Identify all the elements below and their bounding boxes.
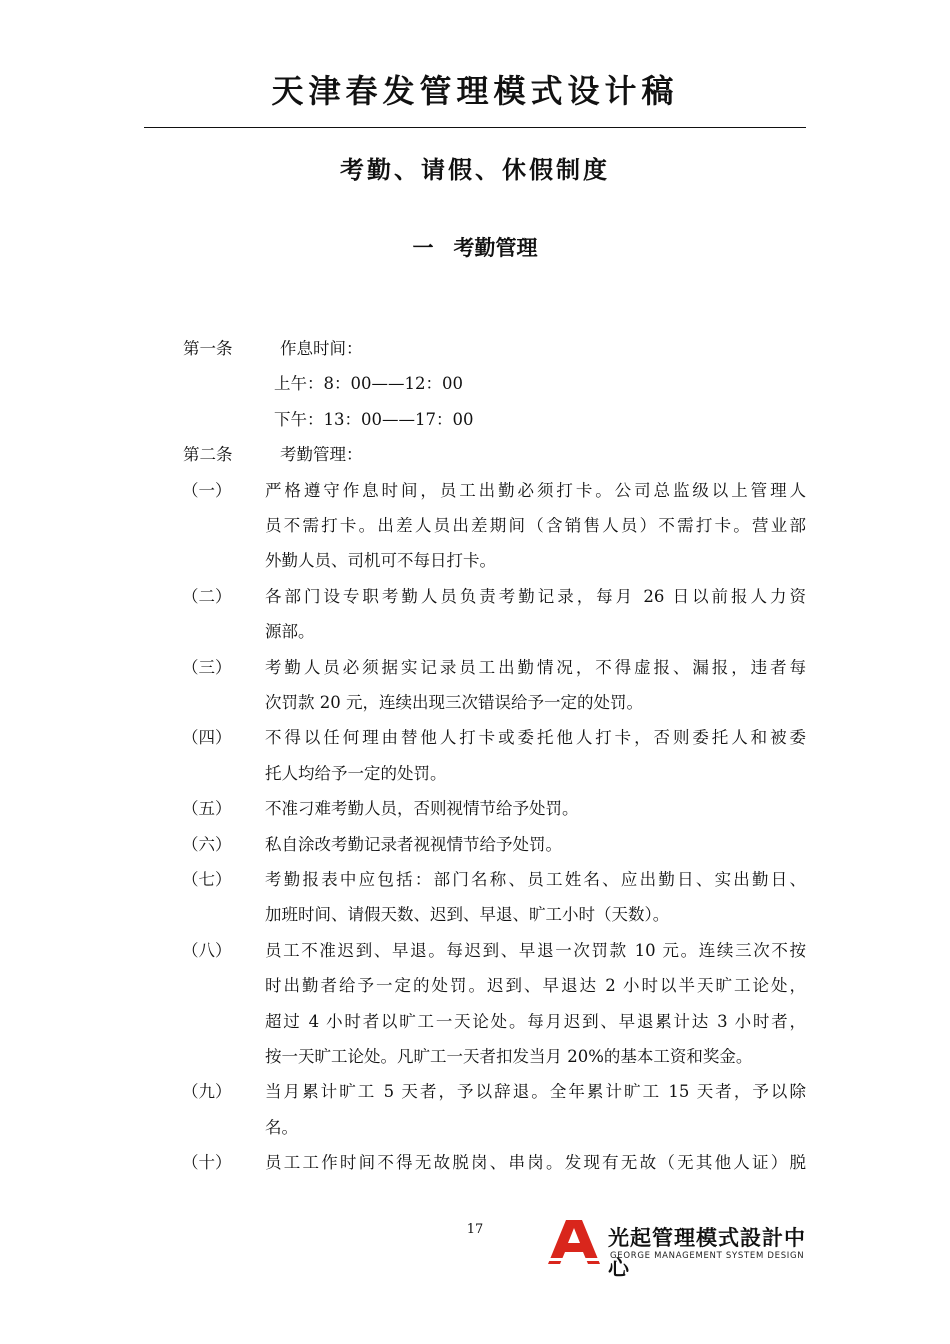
section-heading: [0, 232, 950, 262]
clause-line: 时出勤者给予一定的处罚。迟到、早退达 2 小时以半天旷工论处，: [265, 976, 806, 996]
clause-label: （五）: [182, 799, 232, 819]
schedule-line: 下午：13：00——17：00: [274, 409, 474, 429]
clause-label: （六）: [182, 834, 232, 854]
clause-line: 员不需打卡。出差人员出差期间（含销售人员）不需打卡。营业部: [265, 516, 806, 535]
clause-label: （九）: [182, 1082, 232, 1102]
clause-line: 当月累计旷工 5 天者，予以辞退。全年累计旷工 15 天者，予以除: [265, 1082, 806, 1102]
clause-label: （四）: [182, 728, 232, 748]
article-label: 第一条: [183, 339, 233, 358]
logo-name: 光起管理模式設計中心: [608, 1226, 806, 1280]
company-logo: [544, 1220, 808, 1280]
clause-label: （一）: [182, 480, 232, 500]
chapter-title: 考勤、请假、休假制度: [340, 156, 610, 184]
section-title: 考勤管理: [453, 236, 538, 260]
section-number: 一: [412, 236, 434, 260]
title-divider: [144, 127, 806, 128]
article-heading: 考勤管理：: [280, 445, 363, 465]
clause-line: 不得以任何理由替他人打卡或委托他人打卡，否则委托人和被委: [265, 728, 806, 748]
logo-a-icon: [544, 1220, 604, 1266]
clause-line: 源部。: [265, 622, 315, 642]
clause-line: 次罚款 20 元，连续出现三次错误给予一定的处罚。: [265, 693, 643, 712]
clause-line: 严格遵守作息时间，员工出勤必须打卡。公司总监级以上管理人: [265, 480, 806, 500]
clause-label: （八）: [182, 940, 232, 960]
clause-label: （十）: [182, 1153, 232, 1173]
clause-line: 考勤报表中应包括：部门名称、员工姓名、应出勤日、实出勤日、: [265, 870, 806, 889]
document-title: 天津春发管理模式设计稿: [271, 72, 679, 110]
clause-line: 私自涂改考勤记录者视视情节给予处罚。: [265, 834, 562, 854]
clause-line: 名。: [265, 1117, 298, 1137]
clause-label: （七）: [182, 870, 232, 889]
clause-line: 加班时间、请假天数、迟到、早退、旷工小时（天数）。: [265, 905, 670, 925]
clause-line: 考勤人员必须据实记录员工出勤情况，不得虚报、漏报，违者每: [265, 657, 806, 677]
clause-line: 不准刁难考勤人员，否则视情节给予处罚。: [265, 799, 579, 819]
schedule-line: 上午：8：00——12：00: [274, 374, 463, 394]
clause-line: 超过 4 小时者以旷工一天论处。每月迟到、早退累计达 3 小时者，: [265, 1011, 806, 1031]
clause-line: 按一天旷工论处。凡旷工一天者扣发当月 20%的基本工资和奖金。: [265, 1047, 753, 1066]
clause-line: 员工不准迟到、早退。每迟到、早退一次罚款 10 元。连续三次不按: [265, 940, 806, 960]
article-heading: 作息时间：: [280, 339, 363, 358]
clause-label: （二）: [182, 586, 232, 606]
article-label: 第二条: [183, 445, 233, 465]
clause-line: 托人均给予一定的处罚。: [265, 763, 447, 783]
clause-line: 员工工作时间不得无故脱岗、串岗。发现有无故（无其他人证）脱: [265, 1153, 806, 1173]
clause-label: （三）: [182, 657, 232, 677]
page-number: 17: [466, 1222, 484, 1237]
clause-line: 外勤人员、司机可不每日打卡。: [265, 551, 496, 571]
logo-english-name: GEORGE MANAGEMENT SYSTEM DESIGN: [610, 1251, 805, 1261]
clause-line: 各部门设专职考勤人员负责考勤记录，每月 26 日以前报人力资: [265, 586, 806, 606]
